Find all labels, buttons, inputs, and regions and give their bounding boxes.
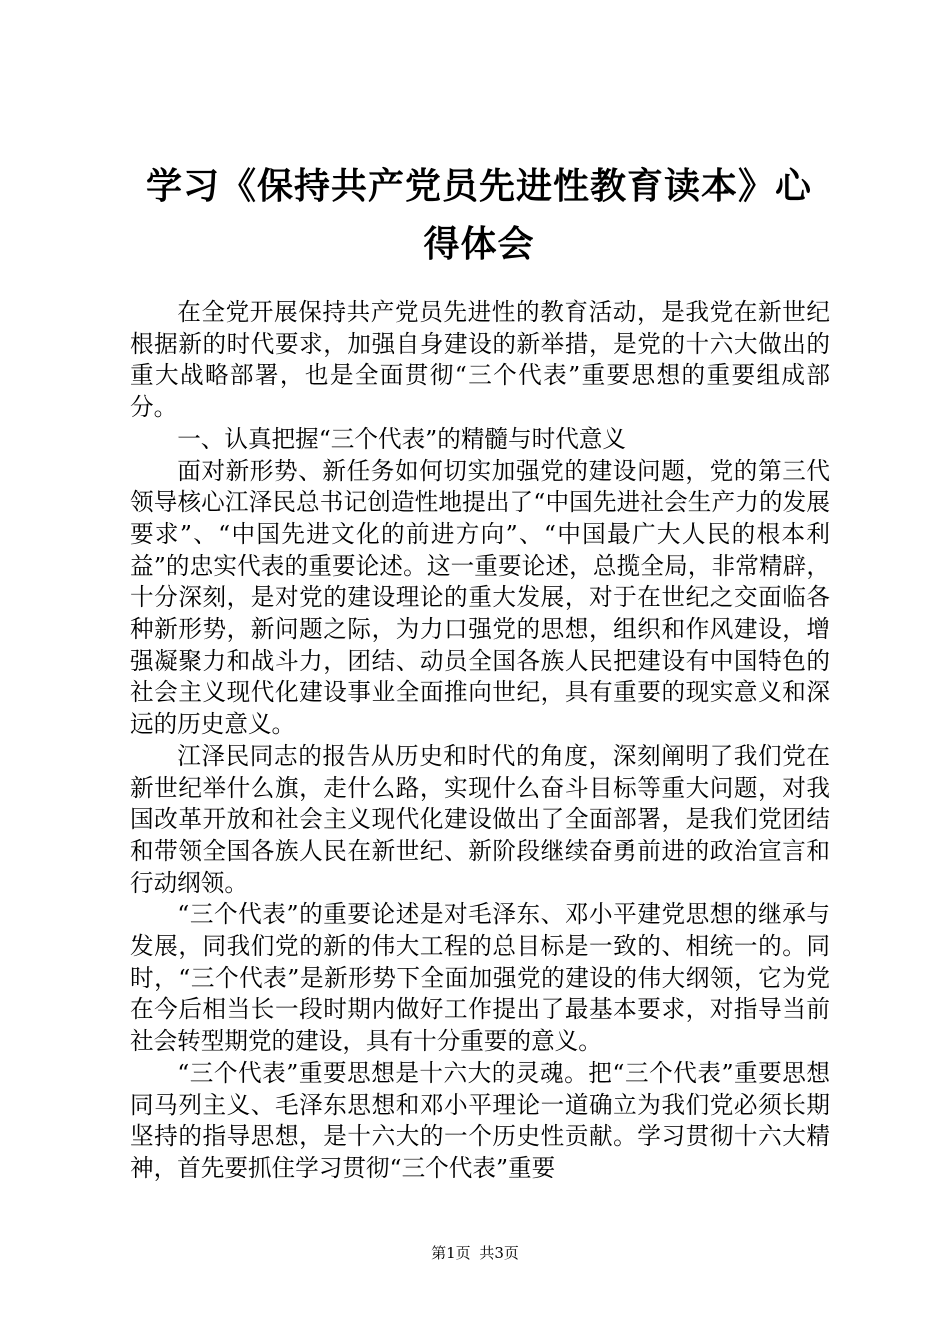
paragraph: “三个代表”的重要论述是对毛泽东、邓小平建党思想的继承与发展，同我们党的新的伟大工程的总目标是一致的、相统一的。同时，“三个代表”是新形势下全面加强党的建设的伟大纲领，它为党在今后相当长一段时期内做好工作提出了最基本要求，对指导当前社会转型期党的建设，具有十分重要的意义。 [130,900,830,1056]
document-body [130,297,830,1185]
document-title: 学习《保持共产党员先进性教育读本》心得体会 [145,166,812,265]
paragraph: “三个代表”重要思想是十六大的灵魂。把“三个代表”重要思想同马列主义、毛泽东思想和邓小平理论一道确立为我们党必须长期坚持的指导思想，是十六大的一个历史性贡献。学习贯彻十六大精神，首先要抓住学习贯彻“三个代表”重要 [130,1058,830,1182]
page-footer: 第1页 共3页 [431,1244,519,1262]
paragraph: 江泽民同志的报告从历史和时代的角度，深刻阐明了我们党在新世纪举什么旗，走什么路，实现什么奋斗目标等重大问题，对我国改革开放和社会主义现代化建设做出了全面部署，是我们党团结和带领全国各族人民在新世纪、新阶段继续奋勇前进的政治宣言和行动纲领。 [130,741,830,897]
section-heading: 一、认真把握“三个代表”的精髓与时代意义 [177,424,626,453]
paragraph: 面对新形势、新任务如何切实加强党的建设问题，党的第三代领导核心江泽民总书记创造性地提出了“中国先进社会生产力的发展要求”、“中国先进文化的前进方向”、“中国最广大人民的根本利益”的忠实代表的重要论述。这一重要论述，总揽全局，非常精辟，十分深刻，是对党的建设理论的重大发展，对于在世纪之交面临各种新形势，新问题之际，为力口强党的思想，组织和作风建设，增强凝聚力和战斗力，团结、动员全国各族人民把建设有中国特色的社会主义现代化建设事业全面推向世纪，具有重要的现实意义和深远的历史意义。 [130,456,830,739]
paragraph: 在全党开展保持共产党员先进性的教育活动，是我党在新世纪根据新的时代要求，加强自身建设的新举措，是党的十六大做出的重大战略部署，也是全面贯彻“三个代表”重要思想的重要组成部分。 [130,298,830,422]
